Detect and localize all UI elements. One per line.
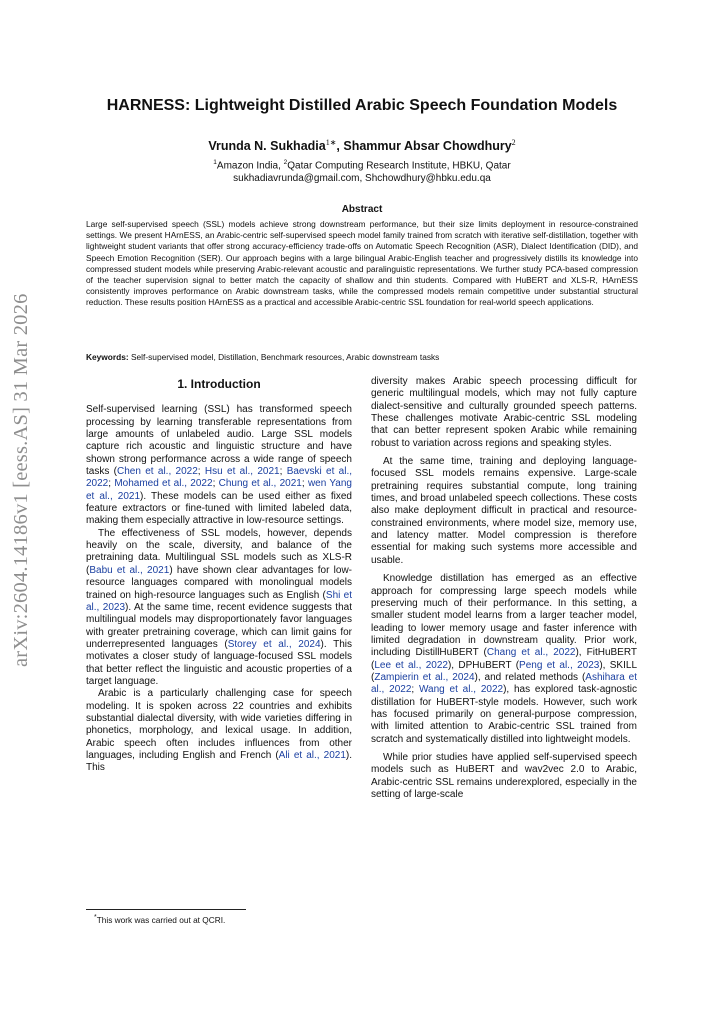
footnote-rule — [86, 909, 246, 910]
paragraph-text: ). This — [86, 749, 352, 774]
affiliation-line — [86, 156, 638, 172]
intro-paragraph-2 — [86, 528, 352, 688]
abstract-text: Large self-supervised speech (SSL) models achieve strong downstream performance, but their size limits deployment in resource-constrained settings. We present HArnESS, an Arabic-centric self-supervised speech model family trained from scratch with iterative self-distillation, together with lightweight student variants that offer strong accuracy-efficiency trade-offs on Automatic Speech Recognition (ASR), Dialect Identification (DID), and Speech Emotion Recognition (SER). Our approach begins with a large bilingual Arabic-English teacher and progressively distills its knowledge into compressed student models while preserving Arabic-relevant acoustic and paralinguistic representations. We further study PCA-based compression of the teacher supervision signal to better match the capacity of shallow and thin students. Compared with HuBERT and XLS-R, HArnESS consistently improves performance on Arabic downstream tasks, while the compressed models remain competitive under substantial structural reduction. These results position HArnESS as a practical and accessible Arabic-centric SSL foundation for real-world speech applications. — [86, 219, 638, 308]
citation-link[interactable]: Zampierin et al., 2024 — [374, 671, 475, 683]
intro-paragraph-6 — [371, 573, 637, 746]
paragraph-text: ; — [301, 478, 308, 490]
citation-link[interactable]: Hsu et al., 2021 — [204, 466, 280, 478]
author-1: Vrunda N. Sukhadia — [208, 139, 326, 154]
arxiv-identifier: arXiv:2604.14186v1 [eess.AS] 31 Mar 2026 — [10, 293, 32, 667]
section-heading-introduction: 1. Introduction — [177, 377, 261, 391]
citation-link[interactable]: Ashihara et al., 2022 — [371, 671, 638, 696]
paragraph-text: ), SKILL ( — [371, 659, 638, 683]
citation-link[interactable]: wen Yang et al., 2021 — [86, 478, 352, 502]
author-2: Shammur Absar Chowdhury — [343, 139, 512, 154]
paragraph-text: ). At the same time, recent evidence suggests that multilingual models may disproportionately favor languages with greater pretraining coverage, which can limit gains for underrepresented languages ( — [86, 601, 352, 650]
paragraph-text: ; — [212, 478, 219, 490]
paragraph-text: ), DPHuBERT ( — [447, 659, 520, 671]
right-column — [371, 376, 637, 801]
intro-paragraph-1 — [86, 404, 352, 527]
intro-paragraph-7: While prior studies have applied self-supervised speech models such as HuBERT and wav2vec 2.0 to Arabic, Arabic-centric SSL remains underexplored, especially in the setting of large-scale — [371, 751, 637, 800]
affiliations — [86, 156, 638, 185]
left-column — [86, 376, 352, 775]
citation-link[interactable]: Shi et al., 2023 — [86, 589, 352, 613]
paragraph-text: Arabic is a particularly challenging case for speech modeling. It is spoken across 22 countries and exhibits substantial dialectal diversity, with wide varieties differing in phonetics, morphology, and lexical usage. In addition, Arabic speech often includes influences from other languages, including English and French ( — [86, 688, 352, 761]
abstract-heading: Abstract — [341, 204, 383, 215]
citation-link[interactable]: Peng et al., 2023 — [519, 659, 600, 671]
citation-link[interactable]: Ali et al., 2021 — [278, 749, 346, 761]
keywords — [86, 352, 638, 363]
paragraph-text: ), has explored task-agnostic distillation for HuBERT-style models. However, such work has focused primarily on general-purpose compression, with limited attention to Arabic-centric SSL trained from scratch and systematically distilled into lightweight models. — [371, 684, 637, 745]
paragraph-text: ; — [197, 466, 205, 478]
paragraph-text: ) have shown clear advantages for low-resource languages compared with monolingual models trained on high-resource languages such as English ( — [86, 564, 352, 601]
keywords-label: Keywords: — [86, 352, 129, 362]
affil-mark-2: 2 — [283, 159, 288, 166]
author-line — [86, 138, 638, 153]
affil-mark-1: 1 — [213, 159, 217, 166]
paragraph-text: ), FitHuBERT ( — [371, 647, 637, 671]
author-1-affil-mark: 1∗ — [325, 138, 337, 147]
intro-paragraph-4: diversity makes Arabic speech processing difficult for generic multilingual models, which may not fully capture dialect-sensitive and culturally grounded speech patterns. These challenges motivate Arabic-centric SSL modeling that can better represent spoken Arabic while remaining robust to variation across regions and speaking styles. — [371, 376, 637, 449]
paragraph-text: ; — [279, 466, 287, 478]
paper-title: HARNESS: Lightweight Distilled Arabic Speech Foundation Models — [106, 97, 618, 114]
citation-link[interactable]: Wang et al., 2022 — [418, 684, 504, 696]
paragraph-text: Knowledge distillation has emerged as an effective approach for compressing large speech models while preserving much of their performance. In this setting, a smaller student model learns from a larger teacher model, leading to lower memory usage and faster inference with limited degradation in downstream quality. Prior work, including DistillHuBERT ( — [371, 573, 637, 659]
footnote — [86, 914, 352, 925]
keywords-list: Self-supervised model, Distillation, Benchmark resources, Arabic downstream tasks — [128, 352, 440, 362]
author-separator: , — [336, 139, 344, 154]
author-emails: sukhadiavrunda@gmail.com, Shchowdhury@hbku.edu.qa — [233, 173, 491, 185]
citation-link[interactable]: Chang et al., 2022 — [486, 647, 576, 659]
citation-link[interactable]: Babu et al., 2021 — [89, 564, 170, 576]
citation-link[interactable]: Storey et al., 2024 — [227, 638, 321, 650]
citation-link[interactable]: Mohamed et al., 2022 — [114, 478, 213, 490]
affil-org-1: Amazon India, — [216, 160, 284, 172]
footnote-mark: * — [94, 914, 97, 921]
paragraph-text: ; — [411, 684, 419, 696]
paragraph-text: ). This motivates a closer study of language-focused SSL models that better reflect the linguistic and acoustic properties of a target language. — [86, 638, 352, 687]
paragraph-text: ). These models can be used either as fixed feature extractors or fine-tuned with limited labeled data, making them especially attractive in low-resource settings. — [86, 490, 352, 527]
paragraph-text: Self-supervised learning (SSL) has transformed speech processing by learning transferable representations from large amounts of unlabeled audio. Large SSL models capture rich acoustic and linguistic structure and have shown strong performance across a wide range of speech tasks ( — [86, 404, 352, 478]
citation-link[interactable]: Lee et al., 2022 — [374, 659, 448, 671]
paragraph-text: ; — [108, 478, 115, 490]
citation-link[interactable]: Chung et al., 2021 — [218, 478, 302, 490]
affil-org-2: Qatar Computing Research Institute, HBKU, Qatar — [287, 160, 511, 172]
paragraph-text: ), and related methods ( — [474, 671, 586, 683]
citation-link[interactable]: Chen et al., 2022 — [117, 466, 198, 478]
author-2-affil-mark: 2 — [511, 138, 516, 147]
paragraph-text: The effectiveness of SSL models, however, depends heavily on the scale, diversity, and balance of the pretraining data. Multilingual SSL models such as XLS-R ( — [86, 527, 352, 576]
footnote-text: This work was carried out at QCRI. — [96, 914, 226, 925]
intro-paragraph-3 — [86, 688, 352, 774]
intro-paragraph-5: At the same time, training and deploying language-focused SSL models remains expensive. Large-scale pretraining requires substantial compute, long training times, and broad unlabeled speech collections. These costs also make deployment difficult in practical and resource-constrained environments, where model size, memory use, and latency matter. Model compression is therefore essential for making such systems more accessible and usable. — [371, 456, 637, 566]
citation-link[interactable]: Baevski et al., 2022 — [86, 466, 353, 490]
